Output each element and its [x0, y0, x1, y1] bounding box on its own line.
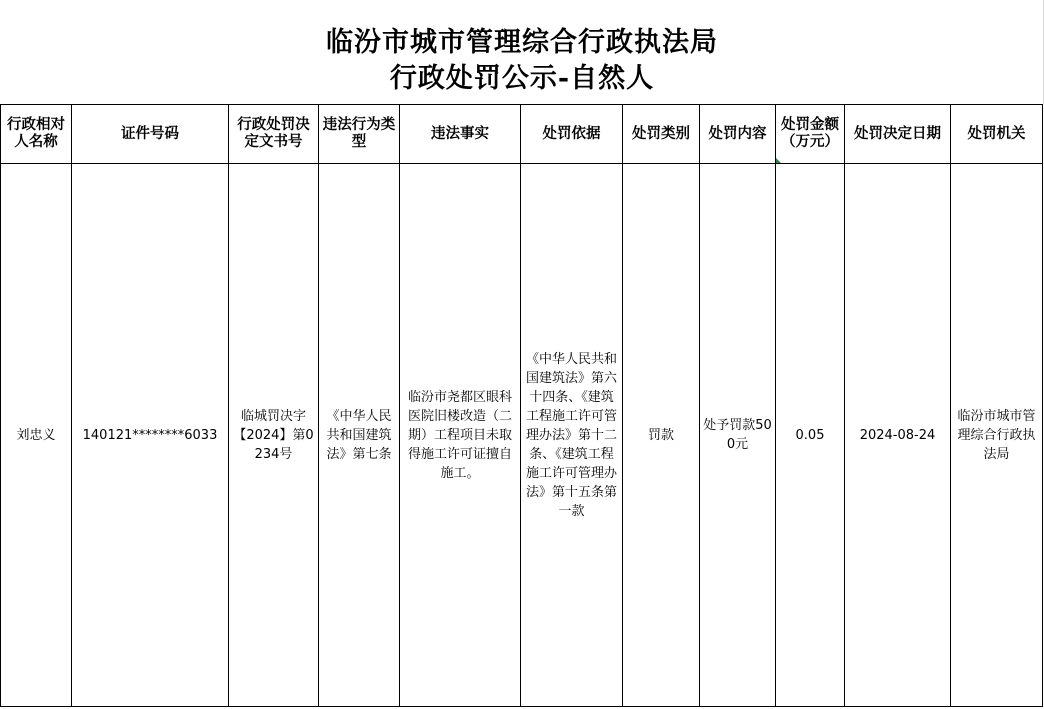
title-area — [0, 0, 1044, 104]
table-row — [1, 164, 1043, 707]
header-cell: 行政处罚决定文书号 — [229, 105, 319, 164]
cell-authority[interactable]: 临汾市城市管理综合行政执法局 — [951, 164, 1043, 707]
cell-violation-type[interactable]: 《中华人民共和国建筑法》第七条 — [319, 164, 400, 707]
cell-name[interactable]: 刘忠义 — [1, 164, 72, 707]
cell-date[interactable]: 2024-08-24 — [845, 164, 951, 707]
header-cell: 违法行为类型 — [319, 105, 400, 164]
penalty-table — [0, 104, 1043, 707]
header-cell: 处罚内容 — [700, 105, 776, 164]
cell-facts[interactable]: 临汾市尧都区眼科医院旧楼改造（二期）工程项目未取得施工许可证擅自施工。 — [400, 164, 521, 707]
cell-basis[interactable]: 《中华人民共和国建筑法》第六十四条、《建筑工程施工许可管理办法》第十二条、《建筑工程施工许可管理办法》第十五条第一款 — [521, 164, 623, 707]
page-subtitle: 行政处罚公示-自然人 — [389, 63, 655, 94]
header-row — [1, 105, 1043, 164]
header-cell: 处罚金额（万元） — [776, 105, 845, 164]
cell-comment-marker-icon — [776, 158, 781, 163]
cell-doc-number[interactable]: 临城罚决字【2024】第0234号 — [229, 164, 319, 707]
header-cell: 证件号码 — [72, 105, 229, 164]
header-cell: 违法事实 — [400, 105, 521, 164]
header-cell: 行政相对人名称 — [1, 105, 72, 164]
cell-category[interactable]: 罚款 — [623, 164, 700, 707]
header-cell: 处罚依据 — [521, 105, 623, 164]
header-cell: 处罚决定日期 — [845, 105, 951, 164]
page-title: 临汾市城市管理综合行政执法局 — [326, 27, 718, 58]
header-cell: 处罚类别 — [623, 105, 700, 164]
cell-id-number[interactable]: 140121********6033 — [72, 164, 229, 707]
cell-amount[interactable]: 0.05 — [776, 164, 845, 707]
header-cell: 处罚机关 — [951, 105, 1043, 164]
cell-content[interactable]: 处予罚款500元 — [700, 164, 776, 707]
